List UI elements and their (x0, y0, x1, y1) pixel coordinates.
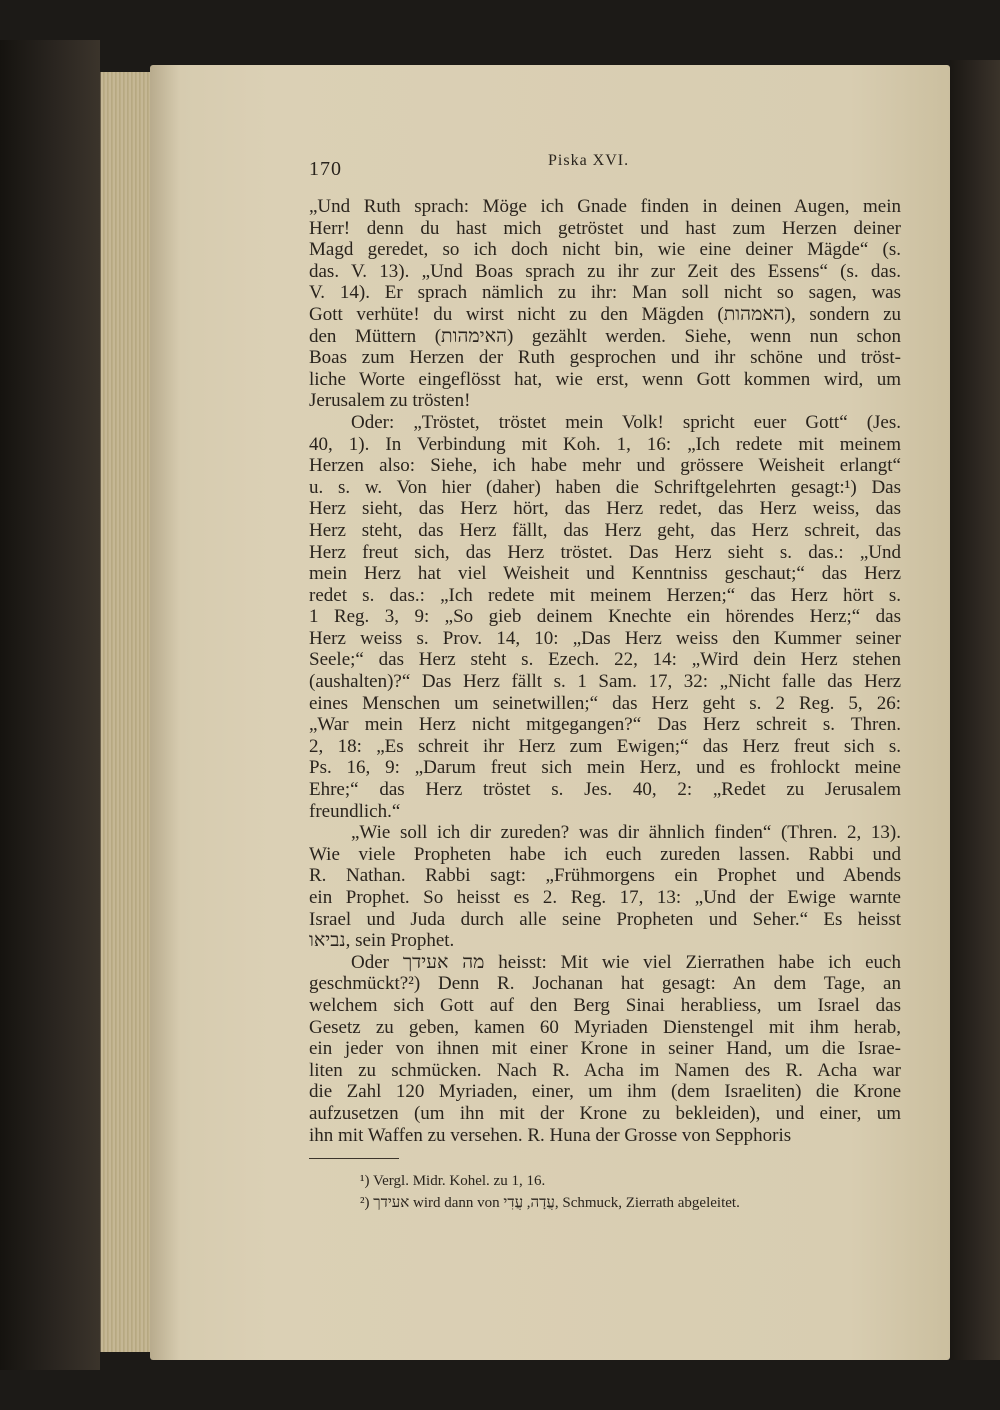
footnote-mark: ¹) (360, 1173, 370, 1189)
footnotes (360, 1170, 920, 1214)
text-line: Herz weiss s. Prov. 14, 10: „Das Herz weiss den Kummer seiner (309, 627, 901, 649)
text-line: Jerusalem zu trösten! (309, 390, 471, 412)
text-line: 40, 1). In Verbindung mit Koh. 1, 16: „Ich redete mit meinem (309, 433, 901, 455)
text-line: Ehre;“ das Herz tröstet s. Jes. 40, 2: „Redet zu Jerusalem (309, 779, 901, 801)
text-line: R. Nathan. Rabbi sagt: „Frühmorgens ein Prophet und Abends (309, 865, 901, 887)
footnote-text: אעידך wird dann von עֲדָה, עֲדִי, Schmuck, Zierrath abgeleitet. (373, 1195, 740, 1211)
text-line: aufzusetzen (um ihn mit der Krone zu bekleiden), und einer, um (309, 1102, 901, 1124)
text-line: Gott verhüte! du wirst nicht zu den Mägden (האמהות), sondern zu (309, 303, 901, 325)
text-line: Ps. 16, 9: „Darum freut sich mein Herz, und es frohlockt meine (309, 757, 901, 779)
text-line: Herr! denn du hast mich getröstet und hast zum Herzen deiner (309, 217, 901, 239)
text-line: u. s. w. Von hier (daher) haben die Schriftgelehrten gesagt:¹) Das (309, 476, 901, 498)
text-line: Herz freut sich, das Herz tröstet. Das Herz sieht s. das.: „Und (309, 541, 901, 563)
body-text (309, 196, 901, 1146)
text-line: geschmückt?²) Denn R. Jochanan hat gesagt: An dem Tage, an (309, 973, 901, 995)
text-line: freundlich.“ (309, 800, 401, 822)
text-line: Herz steht, das Herz fällt, das Herz geht, das Herz schreit, das (309, 519, 901, 541)
text-line: „Wie soll ich dir zureden? was dir ähnlich finden“ (Thren. 2, 13). (351, 822, 901, 844)
footnote-mark: ²) (360, 1195, 370, 1211)
text-line: ein jeder von ihnen mit einer Krone in seiner Hand, um die Israe- (309, 1038, 901, 1060)
text-line: das. V. 13). „Und Boas sprach zu ihr zur Zeit des Essens“ (s. das. (309, 260, 901, 282)
footnote-rule (309, 1158, 399, 1159)
footnote-text: Vergl. Midr. Kohel. zu 1, 16. (372, 1173, 546, 1189)
text-line: (aushalten)?“ Das Herz fällt s. 1 Sam. 17, 32: „Nicht falle das Herz (309, 671, 901, 693)
text-line: Herzen also: Siehe, ich habe mehr und grössere Weisheit erlangt“ (309, 455, 901, 477)
text-line: eines Menschen um seinetwillen;“ das Herz geht s. 2 Reg. 5, 26: (309, 692, 901, 714)
text-line: Seele;“ das Herz steht s. Ezech. 22, 14: „Wird dein Herz stehen (309, 649, 901, 671)
text-line: liten zu schmücken. Nach R. Acha im Namen des R. Acha war (309, 1059, 901, 1081)
text-line: Oder מה אעידך heisst: Mit wie viel Zierrathen habe ich euch (351, 951, 901, 973)
text-line: mein Herz hat viel Weisheit und Kenntniss geschaut;“ das Herz (309, 563, 901, 585)
running-header (0, 152, 1000, 182)
text-line: die Zahl 120 Myriaden, einer, um ihm (dem Israeliten) die Krone (309, 1081, 901, 1103)
text-line: „War mein Herz nicht mitgegangen?“ Das Herz schreit s. Thren. (309, 714, 901, 736)
text-line: V. 14). Er sprach nämlich zu ihr: Man soll nicht so sagen, was (309, 282, 901, 304)
text-line: den Müttern (האימהות) gezählt werden. Siehe, wenn nun schon (309, 325, 901, 347)
text-line: Israel und Juda durch alle seine Propheten und Seher.“ Es heisst (309, 908, 901, 930)
footnote (360, 1170, 920, 1192)
footnote (360, 1192, 920, 1214)
text-line: ein Prophet. So heisst es 2. Reg. 17, 13: „Und der Ewige warnte (309, 887, 901, 908)
text-line: Oder: „Tröstet, tröstet mein Volk! spricht euer Gott“ (Jes. (351, 411, 901, 433)
text-line: „Und Ruth sprach: Möge ich Gnade finden in deinen Augen, mein (309, 196, 901, 217)
text-line: נביאו, sein Prophet. (309, 930, 455, 952)
text-line: 2, 18: „Es schreit ihr Herz zum Ewigen;“ das Herz freut sich s. (309, 735, 901, 757)
text-line: ihn mit Waffen zu versehen. R. Huna der Grosse von Sepphoris (309, 1124, 792, 1146)
book-cover-left (0, 40, 100, 1370)
text-line: Herz sieht, das Herz hört, das Herz redet, das Herz weiss, das (309, 498, 901, 520)
text-line: liche Worte eingeflösst hat, wie erst, wenn Gott kommen wird, um (309, 368, 901, 390)
text-line: Magd geredet, so ich doch nicht bin, wie eine deiner Mägde“ (s. (309, 239, 901, 261)
text-line: Wie viele Propheten habe ich euch zureden lassen. Rabbi und (309, 843, 901, 865)
chapter-title: Piska XVI. (548, 152, 630, 169)
text-line: 1 Reg. 3, 9: „So gieb deinem Knechte ein hörendes Herz;“ das (309, 606, 901, 628)
text-line: Boas zum Herzen der Ruth gesprochen und ihr schöne und tröst- (309, 347, 901, 369)
text-line: redet s. das.: „Ich redete mit meinem Herzen;“ das Herz hört s. (309, 584, 901, 606)
page-number: 170 (309, 158, 342, 180)
text-line: Gesetz zu geben, kamen 60 Myriaden Dienstengel mit ihm herab, (309, 1016, 901, 1038)
page-edges (100, 72, 153, 1352)
text-line: welchem sich Gott auf den Berg Sinai herabliess, um Israel das (309, 994, 901, 1016)
book-cover-right (950, 60, 1000, 1360)
